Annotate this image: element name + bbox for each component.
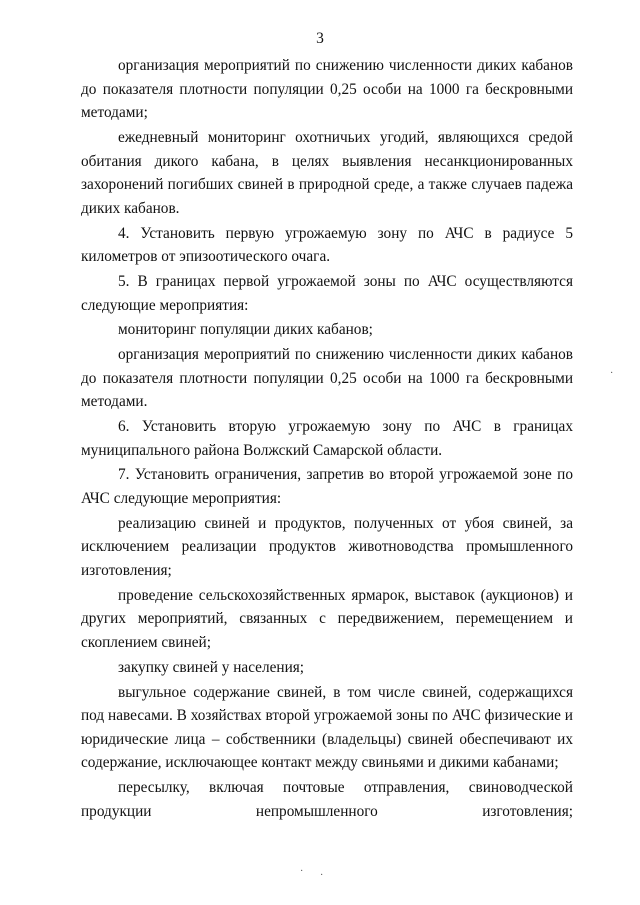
paragraph-boar-reduction-methods: организация мероприятий по снижению численности диких кабанов до показателя плотности популяции 0,25 особи на 1000 га бескровными методами; (81, 57, 573, 122)
paragraph-item-7-restrictions: 7. Установить ограничения, запретив во второй угрожаемой зоне по АЧС следующие мероприятия: (81, 466, 573, 507)
paragraph-daily-monitoring: ежедневный мониторинг охотничьих угодий, являющихся средой обитания дикого кабана, в целях выявления несанкционированных захоронений погибших свиней в природной среде, а также случаев падежа диких кабанов. (81, 128, 573, 217)
paragraph-shipping-restriction: пересылку, включая почтовые отправления, свиноводческой продукции непромышленного изготовления; (81, 779, 573, 820)
paragraph-free-range-restriction: выгульное содержание свиней, в том числе свиней, содержащихся под навесами. В хозяйствах второй угрожаемой зоны по АЧС физические и юридические лица – собственники (владельцы) свиней обеспечивают их содержание, исключающее контакт между свиньями и дикими кабанами; (81, 683, 573, 772)
page-number: 3 (316, 30, 324, 47)
paragraph-fairs-restriction: проведение сельскохозяйственных ярмарок, выставок (аукционов) и других мероприятий, связанных с передвижением, перемещением и скоплением свиней; (81, 586, 573, 651)
paragraph-purchase-restriction: закупку свиней у населения; (118, 658, 305, 676)
paragraph-item-4-first-zone: 4. Установить первую угрожаемую зону по АЧС в радиусе 5 километров от эпизоотического очага. (81, 224, 573, 266)
paragraph-boar-reduction-methods-2: организация мероприятий по снижению численности диких кабанов до показателя плотности популяции 0,25 особи на 1000 га бескровными методами. (81, 346, 573, 411)
scan-speck-mark: · (320, 870, 324, 881)
document-body (81, 54, 573, 824)
paragraph-pig-sales-restriction: реализацию свиней и продуктов, полученных от убоя свиней, за исключением реализации продуктов животноводства промышленного изготовления; (81, 514, 573, 579)
paragraph-item-6-second-zone: 6. Установить вторую угрожаемую зону по АЧС в границах муниципального района Волжский Самарской области. (81, 418, 573, 459)
scan-speck-mark: · (300, 866, 304, 877)
paragraph-item-5-first-zone-measures: 5. В границах первой угрожаемой зоны по АЧС осуществляются следующие мероприятия: (81, 272, 573, 314)
paragraph-boar-population-monitoring: мониторинг популяции диких кабанов; (118, 321, 373, 339)
scan-speck-mark: · (610, 368, 614, 379)
